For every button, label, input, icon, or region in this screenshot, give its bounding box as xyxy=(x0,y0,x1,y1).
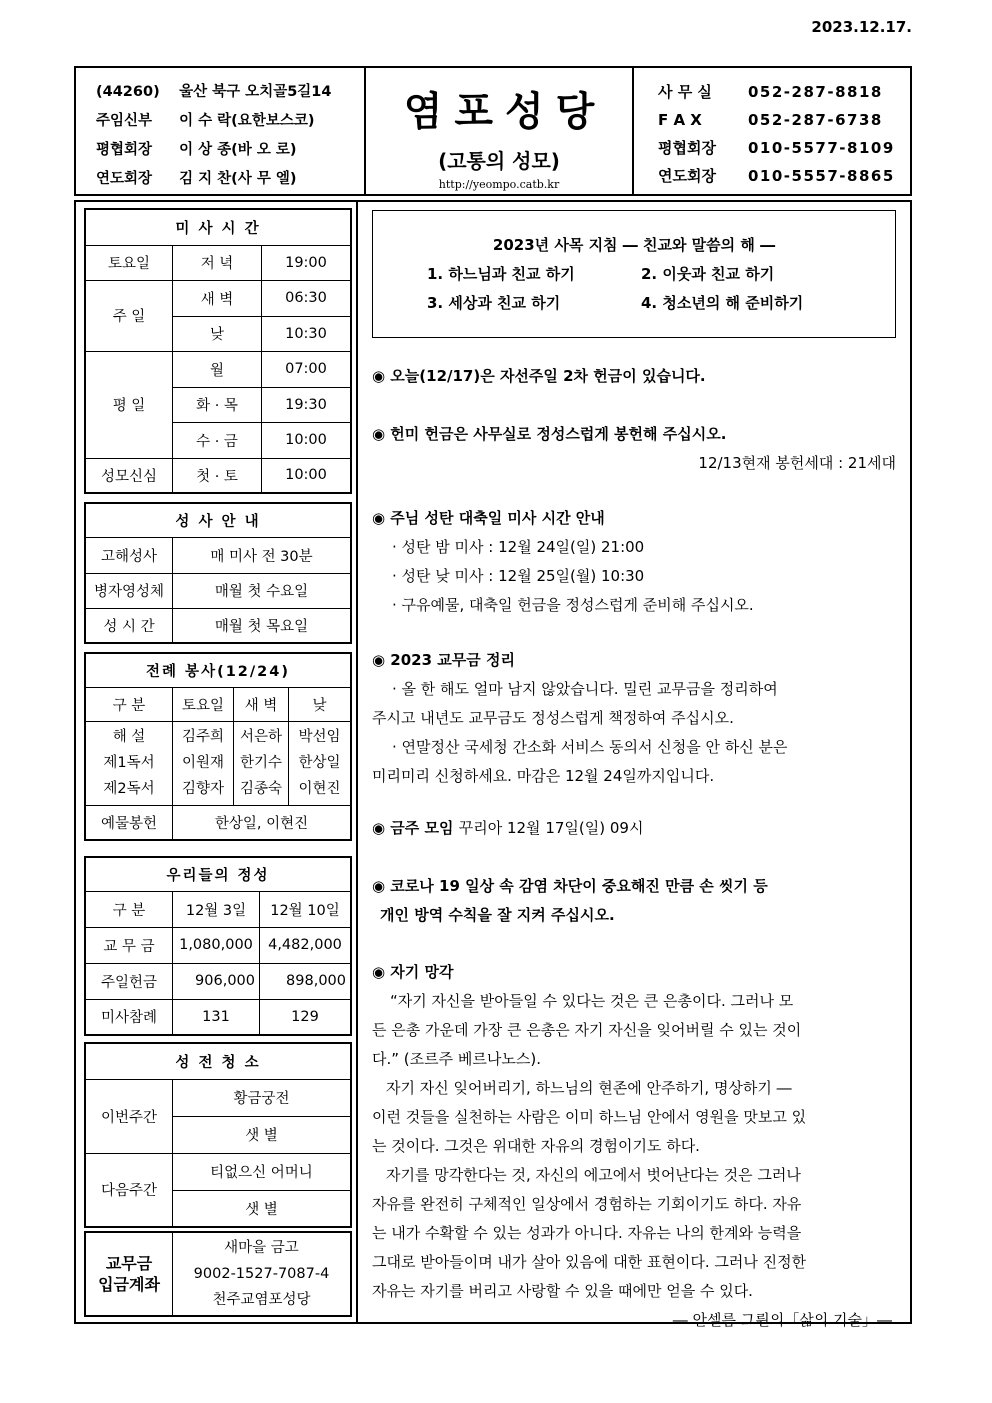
parish-title-block xyxy=(366,68,632,194)
column-divider xyxy=(356,202,358,1322)
account-details: 새마을 금고 9002-1527-7087-4 천주교염포성당 xyxy=(173,1232,352,1316)
contact-info xyxy=(632,68,910,194)
bulletin-header xyxy=(74,66,912,196)
notice-rice-offering: ◉ 헌미 헌금은 사무실로 정성스럽게 봉헌해 주십시오. 12/13현재 봉헌세대 : 21세대 xyxy=(372,425,896,472)
reflection-self-forgetting: ◉ 자기 망각 “자기 자신을 받아들일 수 있다는 것은 큰 은총이다. 그러나 모 든 은총 가운데 가장 큰 은총은 자기 자신을 잊어버릴 수 있는 것이 다.” (조르주 베르나노스). 자기 자신 잊어버리기, 하느님의 현존에 안주하기, 명상하기 ― 이런 것들을 실천하는 사람은 이미 하느님 안에서 영원을 맛보고 있 는 것이다. 그것은 위대한 자유의 경험이기도 하다. 자기를 망각한다는 것, 자신의 에고에서 벗어난다는 것은 그러나 자유를 완전히 구체적인 일상에서 경험하는 기회이기도 하다. 자유 는 내가 수확할 수 있는 성과가 아니다. 자유는 나의 한계와 능력을 그대로 받아들이며 내가 살아 있음에 대한 표현이다. 그러나 진정한 자유는 자기를 버리고 사랑할 수 있을 때에만 얻을 수 있다. ― 안셀름 그륀의「삶의 기술」― xyxy=(372,958,900,1335)
notice-charity: ◉ 오늘(12/17)은 자선주일 2차 헌금이 있습니다. xyxy=(372,367,706,385)
cleaning-table: 성 전 청 소 이번주간 황금궁전 샛 별 다음주간 티없으신 어머니 샛 별 xyxy=(84,1042,352,1228)
address-line: (44260) 울산 북구 오치골5길14 xyxy=(96,84,332,100)
account-table xyxy=(84,1231,352,1317)
bulletin-date: 2023.12.17. xyxy=(811,18,912,36)
bulletin-body xyxy=(74,200,912,1329)
council-president-line: 평협회장 이 상 종(바 오 로) xyxy=(96,142,297,158)
parish-info xyxy=(76,68,366,194)
council-phone: 평협회장 010-5577-8109 xyxy=(658,139,895,157)
fax-number: F A X 052-287-6738 xyxy=(658,111,883,129)
account-label: 교무금 입금계좌 xyxy=(85,1232,173,1316)
office-phone: 사 무 실 052-287-8818 xyxy=(658,83,883,101)
guideline-title: 2023년 사목 지침 ― 친교와 말씀의 해 ― xyxy=(492,236,776,254)
prayer-phone: 연도회장 010-5557-8865 xyxy=(658,167,895,185)
notice-contribution: ◉ 2023 교무금 정리 · 올 한 해도 얼마 남지 않았습니다. 밀린 교무금을 정리하여 주시고 내년도 교무금도 정성스럽게 책정하여 주십시오. · 연말정산 국세청 간소화 서비스 동의서 신청을 안 하신 분은 미리미리 신청하세요. 마감은 12월 24일까지입니다. xyxy=(372,651,788,785)
pastoral-guideline-box: 2023년 사목 지침 ― 친교와 말씀의 해 ― 1. 하느님과 친교 하기 2. 이웃과 친교 하기 3. 세상과 친교 하기 4. 청소년의 해 준비하기 xyxy=(372,210,896,338)
pastor-line: 주임신부 이 수 락(요한보스코) xyxy=(96,113,315,129)
reflection-source: ― 안셀름 그륀의「삶의 기술」― xyxy=(672,1311,892,1329)
prayer-president-line: 연도회장 김 지 찬(사 무 엘) xyxy=(96,171,297,187)
liturgy-service-table: 전례 봉사(12/24) 구 분 토요일 새 벽 낮 해 설 제1독서 제2독서 김주희 이원재 김향자 서은하 한기수 김종숙 박선임 한상일 이현진 예물봉헌 한상일, 이현진 xyxy=(84,652,352,841)
notice-meeting: ◉ 금주 모임 꾸리아 12월 17일(일) 09시 xyxy=(372,819,644,837)
parish-patron: (고통의 성모) xyxy=(438,149,560,173)
offering-table: 우리들의 정성 구 분 12월 3일 12월 10일 교 무 금 1,080,000 4,482,000 주일헌금 906,000 898,000 미사참례 131 129 xyxy=(84,856,352,1036)
parish-name: 염포성당 xyxy=(403,89,607,135)
notice-christmas-mass: ◉ 주님 성탄 대축일 미사 시간 안내 · 성탄 밤 미사 : 12월 24일(일) 21:00 · 성탄 낮 미사 : 12월 25일(월) 10:30 · 구유예물, 대축일 헌금을 정성스럽게 준비해 주십시오. xyxy=(372,509,754,614)
mass-times-table: 미 사 시 간 토요일 저 녁 19:00 주 일 새 벽 06:30 낮 10:30 평 일 월 07:00 화 · 목 19:30 수 · 금 10:00 성모신심 첫 · 토 10:00 xyxy=(84,208,352,494)
sacrament-table: 성 사 안 내 고해성사 매 미사 전 30분 병자영성체 매월 첫 수요일 성 시 간 매월 첫 목요일 xyxy=(84,502,352,644)
notice-covid: ◉ 코로나 19 일상 속 감염 차단이 중요해진 만큼 손 씻기 등 개인 방역 수칙을 잘 지켜 주십시오. xyxy=(372,877,768,924)
parish-url[interactable]: http://yeompo.catb.kr xyxy=(438,178,560,191)
